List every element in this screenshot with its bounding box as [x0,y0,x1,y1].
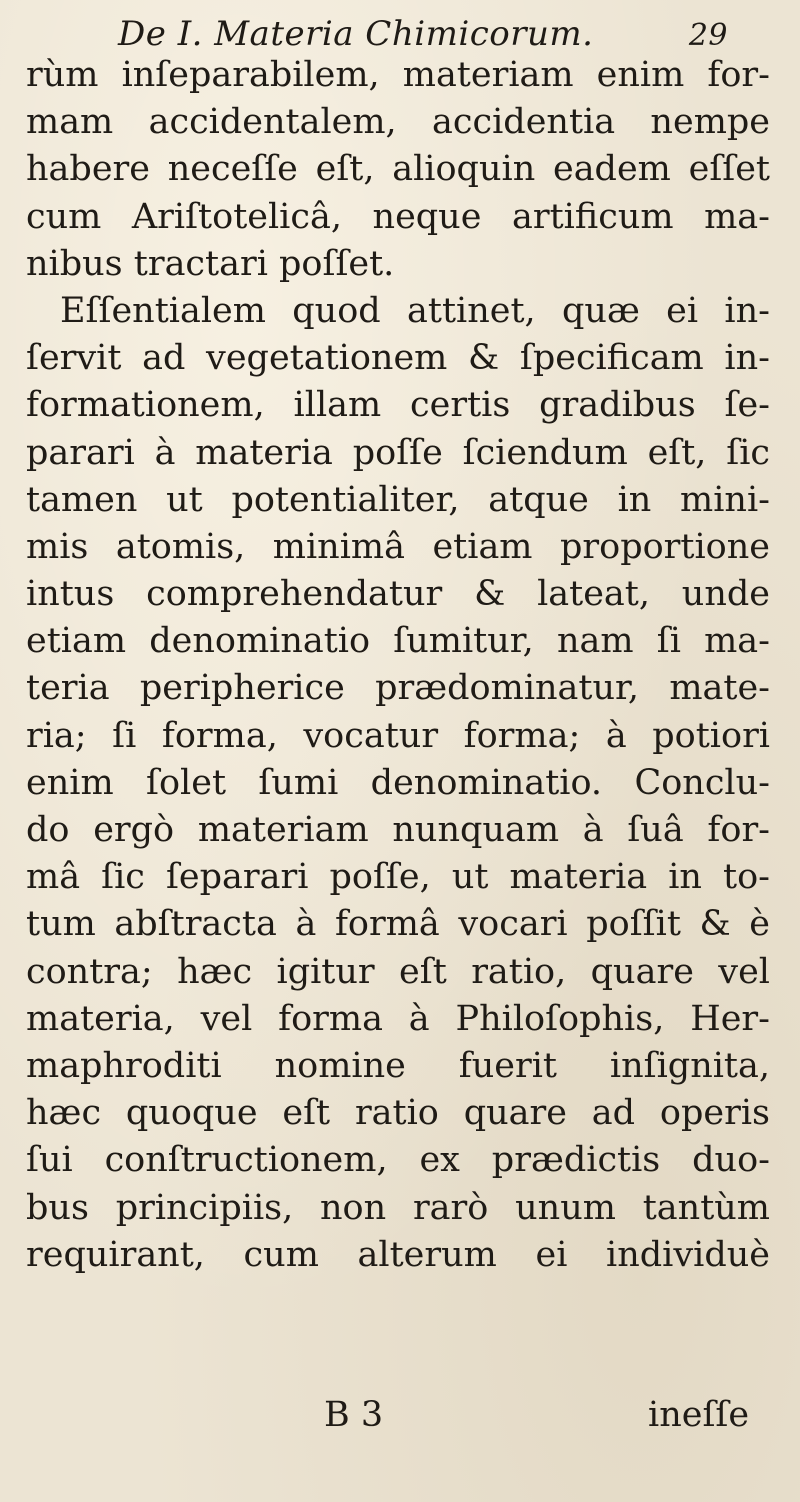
text-line: tamen ut potentialiter, atque in mini- [26,479,770,520]
signature-mark: B 3 [324,1395,384,1435]
text-line: do ergò materiam nunquam à ſuâ for- [26,810,770,850]
text-line: nibus tractari poſſet. [26,243,395,284]
text-line: mis atomis, minimâ etiam proportione [26,526,770,567]
text-line: maphroditi nomine fuerit inſignita, [26,1045,770,1086]
text-line: intus comprehendatur & lateat, unde [26,574,770,615]
running-title: De I. Materia Chimicorum. [118,14,594,54]
text-line: etiam denominatio ſumitur, nam ſi ma- [26,621,770,662]
text-line: teria peripherice prædominatur, mate- [26,668,770,709]
catchword: ineſſe [648,1395,750,1435]
text-line: cum Ariſtotelicâ, neque artificum ma- [26,196,770,237]
text-line: mâ ſic ſeparari poſſe, ut materia in to- [26,857,770,898]
text-line: ſui conſtructionem, ex prædictis duo- [26,1140,770,1181]
text-line: ria; ſi forma, vocatur forma; à potiori [26,715,770,756]
text-line: enim ſolet ſumi denominatio. Conclu- [26,762,770,803]
text-line: parari à materia poſſe ſciendum eſt, ſic [26,432,770,473]
text-line: rùm inſeparabilem, materiam enim for- [26,55,770,95]
body-text [26,52,770,1279]
text-line: formationem, illam certis gradibus ſe- [26,385,770,426]
text-line: hæc quoque eſt ratio quare ad operis [26,1093,770,1134]
text-line: tum abſtracta à formâ vocari poſſit & è [26,904,770,945]
text-line: mam accidentalem, accidentia nempe [26,102,770,143]
text-line: habere neceſſe eſt, alioquin eadem eſſet [26,149,770,190]
text-line: contra; hæc igitur eſt ratio, quare vel [26,951,770,992]
text-line: Eſſentialem quod attinet, quæ ei in- [60,290,770,331]
page-number: 29 [688,18,728,53]
text-line: requirant, cum alterum ei individuè [26,1234,770,1275]
page-footer [0,1390,800,1440]
text-line: bus principiis, non rarò unum tantùm [26,1187,770,1228]
text-line: ſervit ad vegetationem & ſpecificam in- [26,338,770,379]
text-line: materia, vel forma à Philoſophis, Her- [26,998,770,1039]
